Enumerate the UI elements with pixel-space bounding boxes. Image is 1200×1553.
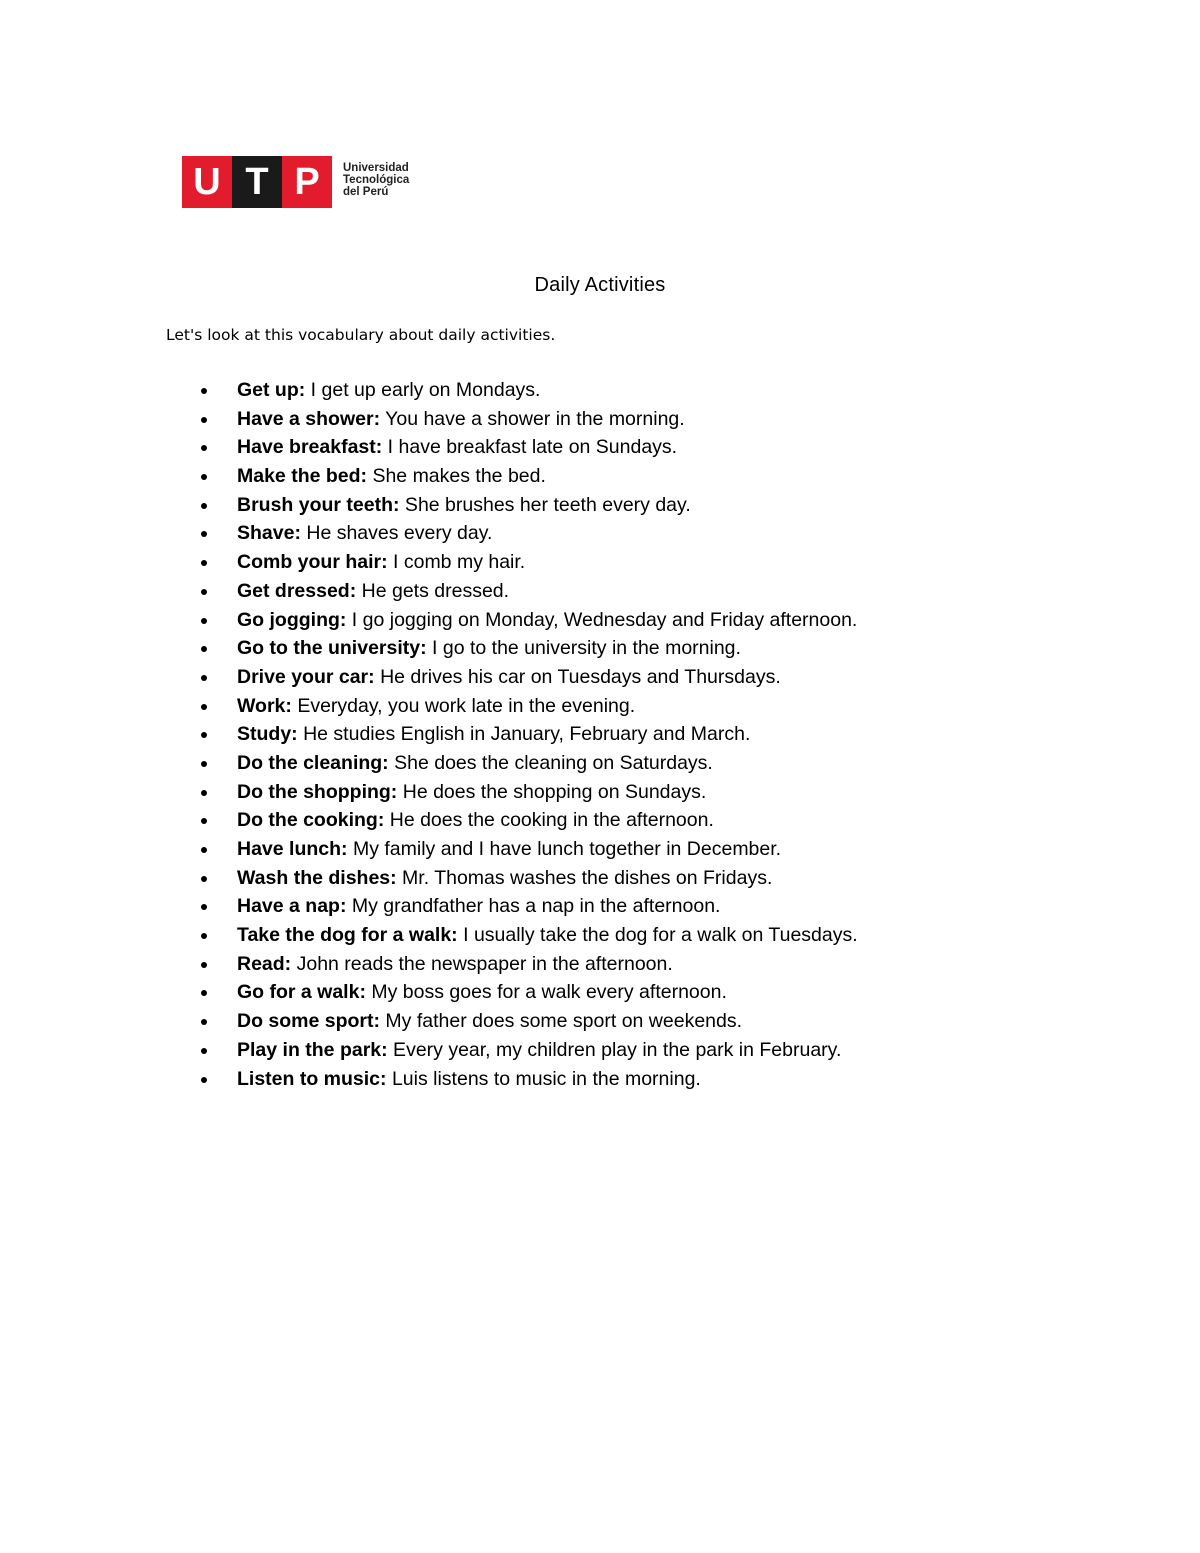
list-item — [0, 864, 1200, 893]
bullet-icon — [201, 1048, 207, 1054]
bullet-icon — [201, 732, 207, 738]
bullet-icon — [201, 904, 207, 910]
list-item — [0, 778, 1200, 807]
list-item-text — [237, 806, 714, 835]
activity-example: He studies English in January, February and March. — [297, 723, 751, 746]
activity-term: Comb your hair: — [237, 551, 388, 574]
bullet-icon — [201, 876, 207, 882]
activity-example: She makes the bed. — [367, 465, 546, 488]
list-item-text — [237, 433, 677, 462]
list-item-text — [237, 376, 540, 405]
activity-list — [0, 376, 1200, 1093]
list-item-text — [237, 892, 720, 921]
intro-text: Let's look at this vocabulary about daily activities. — [166, 326, 556, 344]
list-item — [0, 1065, 1200, 1094]
list-item-text — [237, 921, 858, 950]
activity-example: Luis listens to music in the morning. — [386, 1067, 701, 1090]
list-item — [0, 548, 1200, 577]
activity-term: Do the cleaning: — [237, 751, 389, 774]
logo-university-name — [343, 162, 433, 198]
list-item — [0, 606, 1200, 635]
bullet-icon — [201, 503, 207, 509]
list-item — [0, 950, 1200, 979]
list-item — [0, 720, 1200, 749]
list-item-text — [237, 491, 691, 520]
list-item — [0, 663, 1200, 692]
list-item-text — [237, 978, 727, 1007]
list-item — [0, 577, 1200, 606]
list-item — [0, 519, 1200, 548]
list-item-text — [237, 462, 546, 491]
list-item — [0, 405, 1200, 434]
bullet-icon — [201, 790, 207, 796]
activity-example: She does the cleaning on Saturdays. — [388, 751, 713, 774]
activity-term: Get up: — [237, 379, 306, 401]
activity-example: John reads the newspaper in the afternoon. — [291, 952, 673, 975]
bullet-icon — [201, 704, 207, 710]
list-item-text — [237, 577, 509, 606]
activity-example: You have a shower in the morning. — [380, 407, 685, 430]
activity-example: Mr. Thomas washes the dishes on Fridays. — [396, 866, 773, 889]
bullet-icon — [201, 646, 207, 652]
list-item-text — [237, 864, 772, 893]
activity-term: Study: — [237, 723, 298, 746]
list-item — [0, 433, 1200, 462]
list-item-text — [237, 1007, 742, 1036]
list-item — [0, 892, 1200, 921]
activity-term: Have lunch: — [237, 838, 348, 860]
activity-term: Read: — [237, 952, 292, 975]
activity-example: I go to the university in the morning. — [426, 637, 741, 660]
bullet-icon — [201, 417, 207, 423]
list-item — [0, 1007, 1200, 1036]
activity-term: Brush your teeth: — [237, 493, 400, 516]
activity-term: Make the bed: — [237, 465, 368, 488]
list-item-text — [237, 606, 857, 635]
list-item-text — [237, 1036, 841, 1065]
activity-example: I usually take the dog for a walk on Tuesdays. — [457, 924, 858, 947]
activity-term: Do the cooking: — [237, 809, 385, 832]
bullet-icon — [201, 990, 207, 996]
list-item — [0, 376, 1200, 405]
bullet-icon — [201, 1019, 207, 1025]
list-item — [0, 835, 1200, 864]
activity-term: Work: — [237, 694, 292, 717]
activity-term: Have a nap: — [237, 895, 347, 918]
bullet-icon — [201, 847, 207, 853]
bullet-icon — [201, 474, 207, 480]
list-item — [0, 978, 1200, 1007]
list-item-text — [237, 1065, 701, 1094]
list-item-text — [237, 778, 706, 807]
logo-name-line: Universidad — [343, 162, 409, 174]
list-item-text — [237, 663, 781, 692]
list-item-text — [237, 519, 492, 548]
list-item — [0, 491, 1200, 520]
list-item-text — [237, 950, 673, 979]
list-item-text — [237, 720, 750, 749]
activity-example: He shaves every day. — [300, 522, 493, 545]
bullet-icon — [201, 1077, 207, 1083]
logo-letter-u: U — [182, 156, 232, 208]
activity-term: Play in the park: — [237, 1038, 388, 1061]
bullet-icon — [201, 589, 207, 595]
bullet-icon — [201, 445, 207, 451]
activity-example: My grandfather has a nap in the afternoon. — [346, 895, 721, 918]
activity-example: I comb my hair. — [387, 551, 526, 574]
activity-term: Go to the university: — [237, 637, 427, 660]
list-item — [0, 462, 1200, 491]
activity-example: He does the shopping on Sundays. — [397, 780, 707, 803]
list-item — [0, 1036, 1200, 1065]
bullet-icon — [201, 962, 207, 968]
bullet-icon — [201, 818, 207, 824]
activity-term: Have a shower: — [237, 407, 381, 430]
bullet-icon — [201, 531, 207, 537]
list-item-text — [237, 692, 635, 721]
bullet-icon — [201, 560, 207, 566]
activity-term: Drive your car: — [237, 665, 375, 688]
list-item-text — [237, 749, 713, 778]
activity-example: He drives his car on Tuesdays and Thursdays. — [374, 665, 781, 688]
activity-example: I get up early on Mondays. — [305, 379, 541, 401]
page-title: Daily Activities — [534, 274, 666, 296]
activity-example: He gets dressed. — [356, 579, 510, 602]
activity-term: Take the dog for a walk: — [237, 924, 458, 947]
bullet-icon — [201, 933, 207, 939]
bullet-icon — [201, 618, 207, 624]
logo-name-line: Tecnológica — [343, 174, 410, 186]
activity-term: Go for a walk: — [237, 981, 366, 1004]
list-item-text — [237, 634, 741, 663]
bullet-icon — [201, 761, 207, 767]
activity-term: Have breakfast: — [237, 436, 383, 459]
activity-example: I go jogging on Monday, Wednesday and Friday afternoon. — [346, 608, 858, 631]
activity-term: Do the shopping: — [237, 780, 398, 803]
logo-letter-p: P — [282, 156, 332, 208]
activity-example: I have breakfast late on Sundays. — [382, 436, 678, 459]
activity-term: Do some sport: — [237, 1010, 381, 1033]
list-item-text — [237, 835, 781, 864]
list-item — [0, 634, 1200, 663]
list-item — [0, 749, 1200, 778]
activity-example: Every year, my children play in the park in February. — [387, 1038, 842, 1061]
list-item — [0, 806, 1200, 835]
activity-example: He does the cooking in the afternoon. — [384, 809, 714, 832]
utp-logo — [182, 156, 422, 208]
logo-name-line: del Perú — [343, 186, 389, 198]
bullet-icon — [201, 388, 207, 394]
logo-letter-t: T — [232, 156, 282, 208]
activity-term: Shave: — [237, 522, 301, 545]
activity-example: My boss goes for a walk every afternoon. — [365, 981, 727, 1004]
bullet-icon — [201, 675, 207, 681]
activity-term: Get dressed: — [237, 579, 357, 602]
activity-term: Listen to music: — [237, 1067, 387, 1090]
activity-term: Wash the dishes: — [237, 866, 397, 889]
list-item-text — [237, 548, 525, 577]
activity-example: She brushes her teeth every day. — [399, 493, 691, 516]
activity-example: My father does some sport on weekends. — [380, 1010, 743, 1033]
activity-term: Go jogging: — [237, 608, 347, 631]
list-item — [0, 692, 1200, 721]
activity-example: Everyday, you work late in the evening. — [291, 694, 636, 717]
list-item-text — [237, 405, 685, 434]
list-item — [0, 921, 1200, 950]
activity-example: My family and I have lunch together in December. — [347, 838, 782, 860]
